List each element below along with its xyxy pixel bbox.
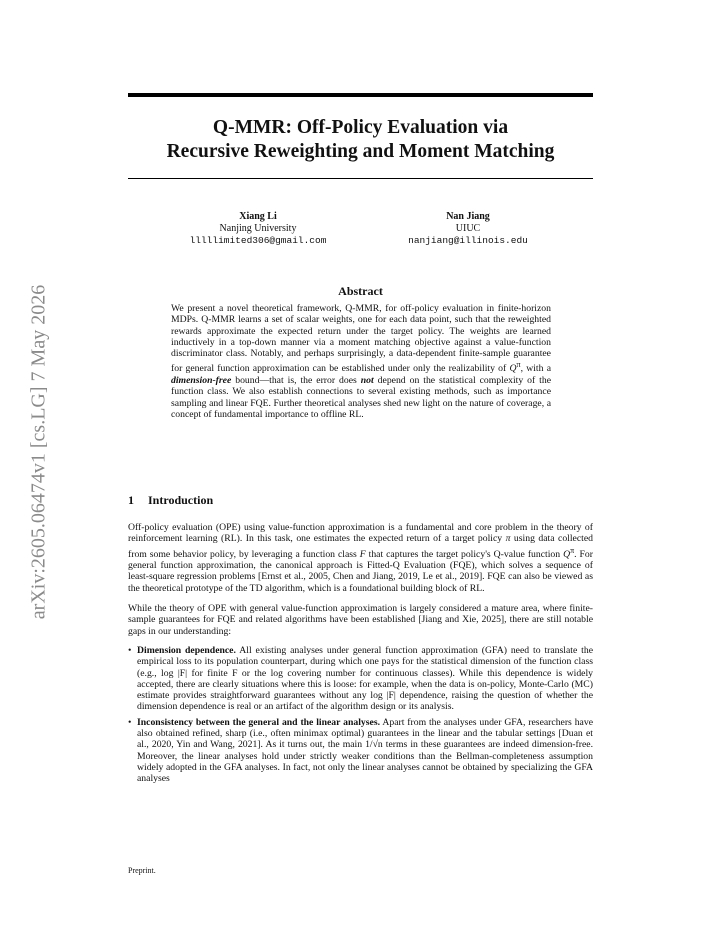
math-q: Q — [509, 363, 517, 375]
author-block — [128, 211, 593, 261]
math-superscript: π — [570, 545, 575, 555]
abstract-part: bound—that is, the error does — [231, 375, 361, 387]
abstract-part: , with a — [520, 363, 551, 375]
gaps-list — [128, 645, 593, 789]
text-run: that captures the target policy's Q-value function — [365, 548, 564, 560]
footer-note: Preprint. — [128, 866, 156, 875]
text-run: using data collected from some behavior policy, by leveraging a function class — [128, 533, 593, 560]
abstract-heading: Abstract — [338, 284, 383, 298]
bullet-lead: Inconsistency between the general and the linear analyses. — [137, 716, 381, 728]
title-line-1: Q-MMR: Off-Policy Evaluation via — [212, 117, 509, 138]
paper-title — [128, 116, 593, 164]
title-bottom-rule — [128, 178, 593, 179]
abstract-part: We present a novel theoretical framework, Q-MMR, for off-policy evaluation in finite-horizon MDPs. Q-MMR learns a set of scalar weights, one for each data point, such that the reweighted rewards approximate the expected return under the target policy. The weights are learned inductively in a top-down manner via a moment matching objective against a value-function discriminator class. Notably, and perhaps surprisingly, a data-dependent finite-sample guarantee for general function approximation can be established under only the realizability of — [171, 303, 551, 375]
arxiv-identifier-stamp: arXiv:2605.06474v1 [cs.LG] 7 May 2026 — [27, 284, 50, 620]
list-item — [128, 717, 593, 785]
author-1 — [168, 211, 348, 247]
author-name: Xiang Li — [239, 211, 277, 222]
bullet-icon: • — [128, 645, 132, 656]
section-title: Introduction — [148, 493, 214, 507]
section-number: 1 — [128, 493, 134, 507]
section-heading — [128, 493, 593, 508]
text-run: Off-policy evaluation (OPE) using value-function approximation is a fundamental and core problem in the theory of reinforcement learning (RL). In this task, one estimates the expected return of a target policy — [128, 522, 593, 545]
author-email[interactable]: nanjiang@illinois.edu — [408, 235, 528, 246]
abstract-text — [171, 303, 551, 420]
math-q: Q — [563, 548, 571, 560]
bullet-text: Apart from the analyses under GFA, researchers have also obtained refined, sharp (i.e., often minimax optimal) guarantees in the linear and the tabular settings [Duan et al., 2020, Yin and Wang, 2021]. As it turns out, the main 1/√n terms in these guarantees are indeed dimension-free. Moreover, the linear analyses hold under strictly weaker conditions than the Bellman-completeness assumption widely adopted in the GFA analyses. In fact, not only the linear analyses cannot be obtained by specializing the GFA analyses — [137, 716, 593, 785]
text-run: . For general function approximation, the canonical approach is Fitted-Q Evaluation (FQE), which solves a sequence of least-square regression problems [Ernst et al., 2005, Chen and Jiang, 2019, Le et al., 2019]. FQE can also be viewed as the theoretical prototype of the TD algorithm, which is a foundational building block of RL. — [128, 548, 593, 594]
list-item — [128, 645, 593, 713]
author-affiliation: UIUC — [455, 223, 481, 234]
author-affiliation: Nanjing University — [219, 223, 297, 234]
author-email[interactable]: lllllimited306@gmail.com — [189, 235, 327, 246]
emphasis-dimension-free: dimension-free — [171, 375, 232, 387]
math-superscript: π — [516, 360, 521, 370]
math-pi: π — [505, 533, 511, 545]
intro-paragraph-2: While the theory of OPE with general value-function approximation is largely considered a mature area, where finite-sample guarantees for FQE and related algorithms have been established [Jiang and Xie, 2025], there are still notable gaps in our understanding: — [128, 603, 593, 637]
emphasis-not: not — [360, 375, 374, 387]
math-function-class: F — [359, 548, 366, 560]
title-line-2: Recursive Reweighting and Moment Matching — [166, 141, 555, 162]
author-name: Nan Jiang — [446, 211, 490, 222]
intro-paragraph-1 — [128, 522, 593, 594]
abstract-part: depend on the statistical complexity of the function class. We also establish connections to several existing methods, such as importance sampling and linear FQE. Further theoretical analyses shed new light on the nature of coverage, a concept of fundamental importance to offline RL. — [171, 375, 552, 420]
bullet-icon: • — [128, 716, 132, 728]
bullet-text: All existing analyses under general function approximation (GFA) need to translate the empirical loss to its population counterpart, during which one pays for the statistical dimension of the function class (e.g., log |F| for finite F or the log covering number for continuous classes). While this dependence is widely accepted, there are clearly situations where this is loose: for example, when the data is on-policy, Monte-Carlo (MC) estimate provides straightforward guarantees without any log |F| dependence, raising the question of whether the dimension dependence is real or an artifact of the algorithm design or its analysis. — [137, 645, 594, 713]
author-2 — [378, 211, 558, 247]
bullet-lead: Dimension dependence. — [137, 645, 236, 656]
title-top-rule — [128, 93, 593, 97]
